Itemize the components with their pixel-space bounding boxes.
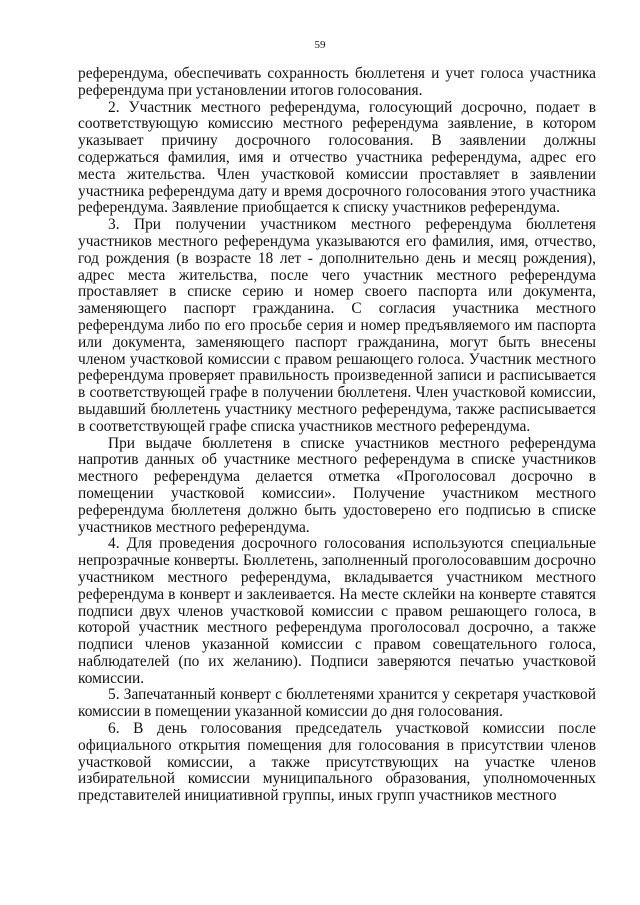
paragraph-item-3: 3. При получении участником местного референдума бюллетеня участников местного референдума указываются его фамилия, имя, отчество, год рождения (в возрасте 18 лет - дополнительно день и месяц рождения), адрес места жительства, после чего участник местного референдума проставляет в списке серию и номер своего паспорта или документа, заменяющего паспорт гражданина. С согласия участника местного референдума либо по его просьбе серия и номер предъявляемого им паспорта или документа, заменяющего паспорт гражданина, могут быть внесены членом участковой комиссии с правом решающего голоса. Участник местного референдума проверяет правильность произведенной записи и расписывается в соответствующей графе в получении бюллетеня. Член участковой комиссии, выдавший бюллетень участнику местного референдума, также расписывается в соответствующей графе списка участников местного референдума. [78, 216, 596, 435]
paragraph-item-5: 5. Запечатанный конверт с бюллетенями хранится у секретаря участковой комиссии в помещении указанной комиссии до дня голосования. [78, 686, 596, 721]
paragraph-ballot-issue: При выдаче бюллетеня в списке участников местного референдума напротив данных об участнике местного референдума в списке участников местного референдума делается отметка «Проголосовал досрочно в помещении участковой комиссии». Получение участником местного референдума бюллетеня должно быть удостоверено его подписью в списке участников местного референдума. [78, 434, 596, 536]
paragraph-item-6: 6. В день голосования председатель участковой комиссии после официального открытия помещения для голосования в присутствии членов участковой комиссии, а также присутствующих на участке членов избирательной комиссии муниципального образования, уполномоченных представителей инициативной группы, иных групп участников местного [78, 720, 596, 805]
paragraph-item-2: 2. Участник местного референдума, голосующий досрочно, подает в соответствующую комиссию местного референдума заявление, в котором указывает причину досрочного голосования. В заявлении должны содержаться фамилия, имя и отчество участника референдума, адрес его места жительства. Член участковой комиссии проставляет в заявлении участника референдума дату и время досрочного голосования этого участника референдума. Заявление приобщается к списку участников референдума. [78, 98, 596, 217]
document-body [78, 66, 596, 805]
paragraph-item-4: 4. Для проведения досрочного голосования используются специальные непрозрачные конверты. Бюллетень, заполненный проголосовавшим досрочно участником местного референдума, вкладывается участником местного референдума в конверт и заклеивается. На месте склейки на конверте ставятся подписи двух членов участковой комиссии с правом решающего голоса, в которой участник местного референдума проголосовал досрочно, а также подписи членов указанной комиссии с правом совещательного голоса, наблюдателей (по их желанию). Подписи заверяются печатью участковой комиссии. [78, 535, 596, 687]
paragraph-continuation: референдума, обеспечивать сохранность бюллетеня и учет голоса участника референдума при установлении итогов голосования. [78, 65, 596, 99]
page-number: 59 [314, 39, 326, 51]
